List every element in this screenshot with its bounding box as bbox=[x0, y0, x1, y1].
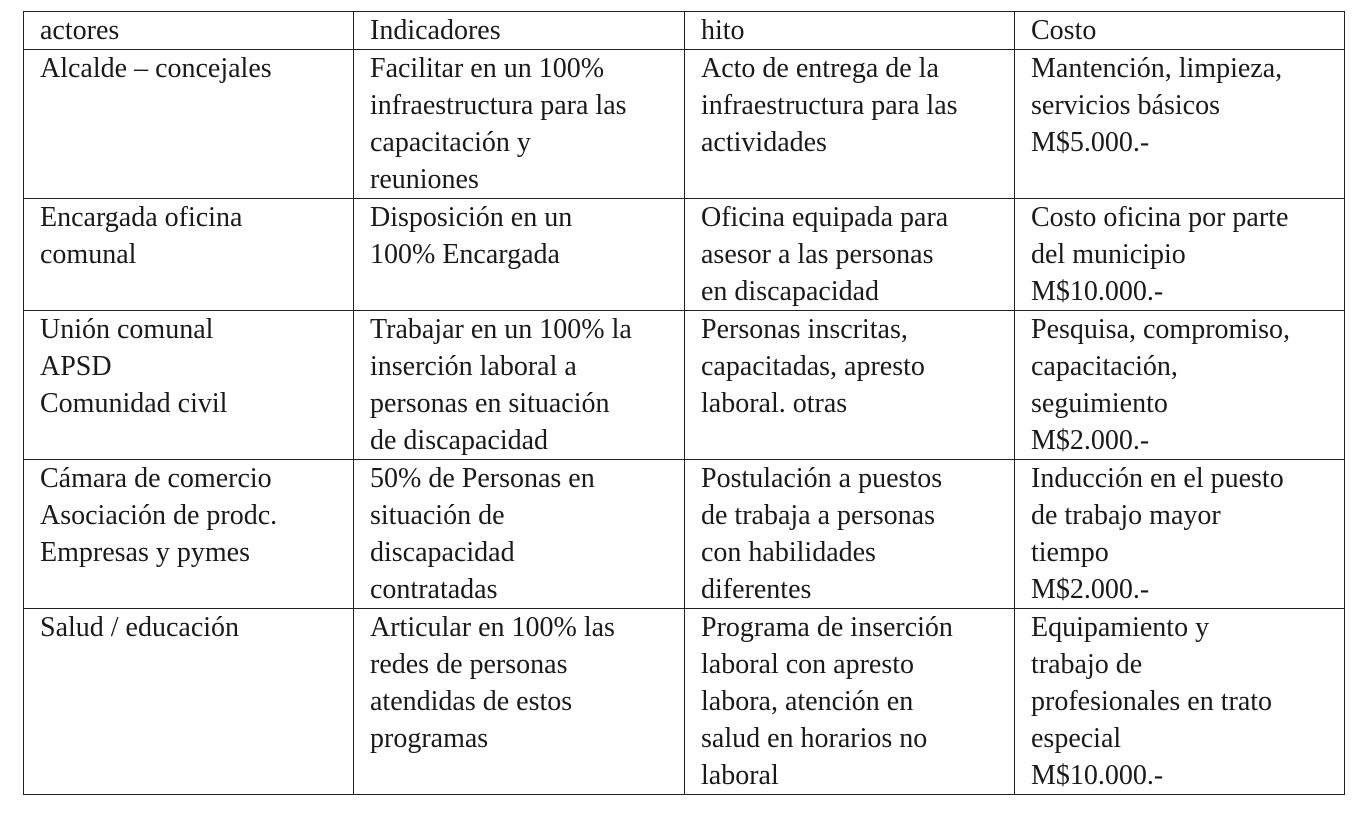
cell-line: diferentes bbox=[701, 574, 812, 605]
cell-line: APSD bbox=[40, 351, 112, 382]
cell-line: infraestructura para las bbox=[370, 90, 627, 121]
cell-line: Comunidad civil bbox=[40, 388, 228, 419]
cell-line: Encargada oficina bbox=[40, 202, 243, 233]
cell-hito bbox=[685, 609, 1015, 795]
cell-line: M$10.000.- bbox=[1031, 276, 1164, 307]
cell-line: Mantención, limpieza, bbox=[1031, 53, 1283, 84]
cell-line: del municipio bbox=[1031, 239, 1186, 270]
cell-line: Trabajar en un 100% la bbox=[370, 314, 632, 345]
cell-line: en discapacidad bbox=[701, 276, 880, 307]
cell-line: Articular en 100% las bbox=[370, 612, 615, 643]
cell-indicadores bbox=[354, 609, 685, 795]
cell-line: laboral bbox=[701, 760, 779, 791]
cell-line: Salud / educación bbox=[40, 612, 240, 643]
cell-hito bbox=[685, 311, 1015, 460]
cell-line: inserción laboral a bbox=[370, 351, 577, 382]
cell-line: salud en horarios no bbox=[701, 723, 928, 754]
cell-line: comunal bbox=[40, 239, 137, 270]
cell-line: capacitación y bbox=[370, 127, 531, 158]
table-row bbox=[24, 460, 1345, 609]
cell-indicadores bbox=[354, 199, 685, 311]
cell-line: atendidas de estos bbox=[370, 686, 573, 717]
cell-line: Personas inscritas, bbox=[701, 314, 908, 345]
cell-line: capacitación, bbox=[1031, 351, 1178, 382]
cell-line: especial bbox=[1031, 723, 1122, 754]
cell-line: laboral. otras bbox=[701, 388, 848, 419]
cell-line: personas en situación bbox=[370, 388, 610, 419]
table-body bbox=[24, 12, 1345, 795]
cell-actores bbox=[24, 460, 354, 609]
cell-line: Costo oficina por parte bbox=[1031, 202, 1289, 233]
cell-line: 100% Encargada bbox=[370, 239, 560, 270]
cell-costo bbox=[1015, 460, 1345, 609]
cell-line: con habilidades bbox=[701, 537, 876, 568]
cell-line: Cámara de comercio bbox=[40, 463, 272, 494]
cell-hito bbox=[685, 460, 1015, 609]
cell-line: labora, atención en bbox=[701, 686, 914, 717]
cell-line: Asociación de prodc. bbox=[40, 500, 278, 531]
header-hito: hito bbox=[685, 12, 1015, 50]
cell-costo bbox=[1015, 311, 1345, 460]
cell-line: situación de bbox=[370, 500, 505, 531]
header-costo: Costo bbox=[1015, 12, 1345, 50]
cell-line: contratadas bbox=[370, 574, 498, 605]
cell-line: discapacidad bbox=[370, 537, 515, 568]
cell-indicadores bbox=[354, 460, 685, 609]
cell-line: profesionales en trato bbox=[1031, 686, 1273, 717]
cell-indicadores bbox=[354, 50, 685, 199]
cell-actores bbox=[24, 311, 354, 460]
cell-line: Empresas y pymes bbox=[40, 537, 250, 568]
cell-line: seguimiento bbox=[1031, 388, 1168, 419]
cell-line: infraestructura para las bbox=[701, 90, 958, 121]
cell-line: Equipamiento y bbox=[1031, 612, 1210, 643]
cell-line: servicios básicos bbox=[1031, 90, 1220, 121]
table-row bbox=[24, 311, 1345, 460]
cell-actores bbox=[24, 609, 354, 795]
cell-line: Acto de entrega de la bbox=[701, 53, 939, 84]
cell-line: M$10.000.- bbox=[1031, 760, 1164, 791]
cell-costo bbox=[1015, 199, 1345, 311]
cell-line: redes de personas bbox=[370, 649, 568, 680]
cell-line: Unión comunal bbox=[40, 314, 214, 345]
cell-line: tiempo bbox=[1031, 537, 1109, 568]
cell-line: Oficina equipada para bbox=[701, 202, 949, 233]
cell-hito bbox=[685, 50, 1015, 199]
cell-line: programas bbox=[370, 723, 489, 754]
cell-costo bbox=[1015, 609, 1345, 795]
cell-line: M$2.000.- bbox=[1031, 574, 1150, 605]
cell-line: Pesquisa, compromiso, bbox=[1031, 314, 1290, 345]
actors-table bbox=[23, 11, 1345, 795]
table-row bbox=[24, 50, 1345, 199]
header-indicadores: Indicadores bbox=[354, 12, 685, 50]
cell-line: de trabajo mayor bbox=[1031, 500, 1221, 531]
cell-costo bbox=[1015, 50, 1345, 199]
cell-actores bbox=[24, 199, 354, 311]
cell-line: 50% de Personas en bbox=[370, 463, 595, 494]
cell-line: laboral con apresto bbox=[701, 649, 915, 680]
cell-line: reuniones bbox=[370, 164, 479, 195]
cell-line: de discapacidad bbox=[370, 425, 549, 456]
cell-line: Postulación a puestos bbox=[701, 463, 943, 494]
cell-line: M$2.000.- bbox=[1031, 425, 1150, 456]
table-row bbox=[24, 199, 1345, 311]
cell-line: Inducción en el puesto bbox=[1031, 463, 1284, 494]
cell-line: M$5.000.- bbox=[1031, 127, 1150, 158]
cell-actores bbox=[24, 50, 354, 199]
cell-line: Disposición en un bbox=[370, 202, 573, 233]
cell-line: Programa de inserción bbox=[701, 612, 953, 643]
table-header-row bbox=[24, 12, 1345, 50]
header-actores: actores bbox=[24, 12, 354, 50]
cell-line: trabajo de bbox=[1031, 649, 1143, 680]
cell-line: Facilitar en un 100% bbox=[370, 53, 605, 84]
cell-line: de trabaja a personas bbox=[701, 500, 935, 531]
cell-line: capacitadas, apresto bbox=[701, 351, 925, 382]
table-row bbox=[24, 609, 1345, 795]
cell-indicadores bbox=[354, 311, 685, 460]
cell-line: Alcalde – concejales bbox=[40, 53, 272, 84]
cell-line: asesor a las personas bbox=[701, 239, 934, 270]
cell-line: actividades bbox=[701, 127, 827, 158]
cell-hito bbox=[685, 199, 1015, 311]
